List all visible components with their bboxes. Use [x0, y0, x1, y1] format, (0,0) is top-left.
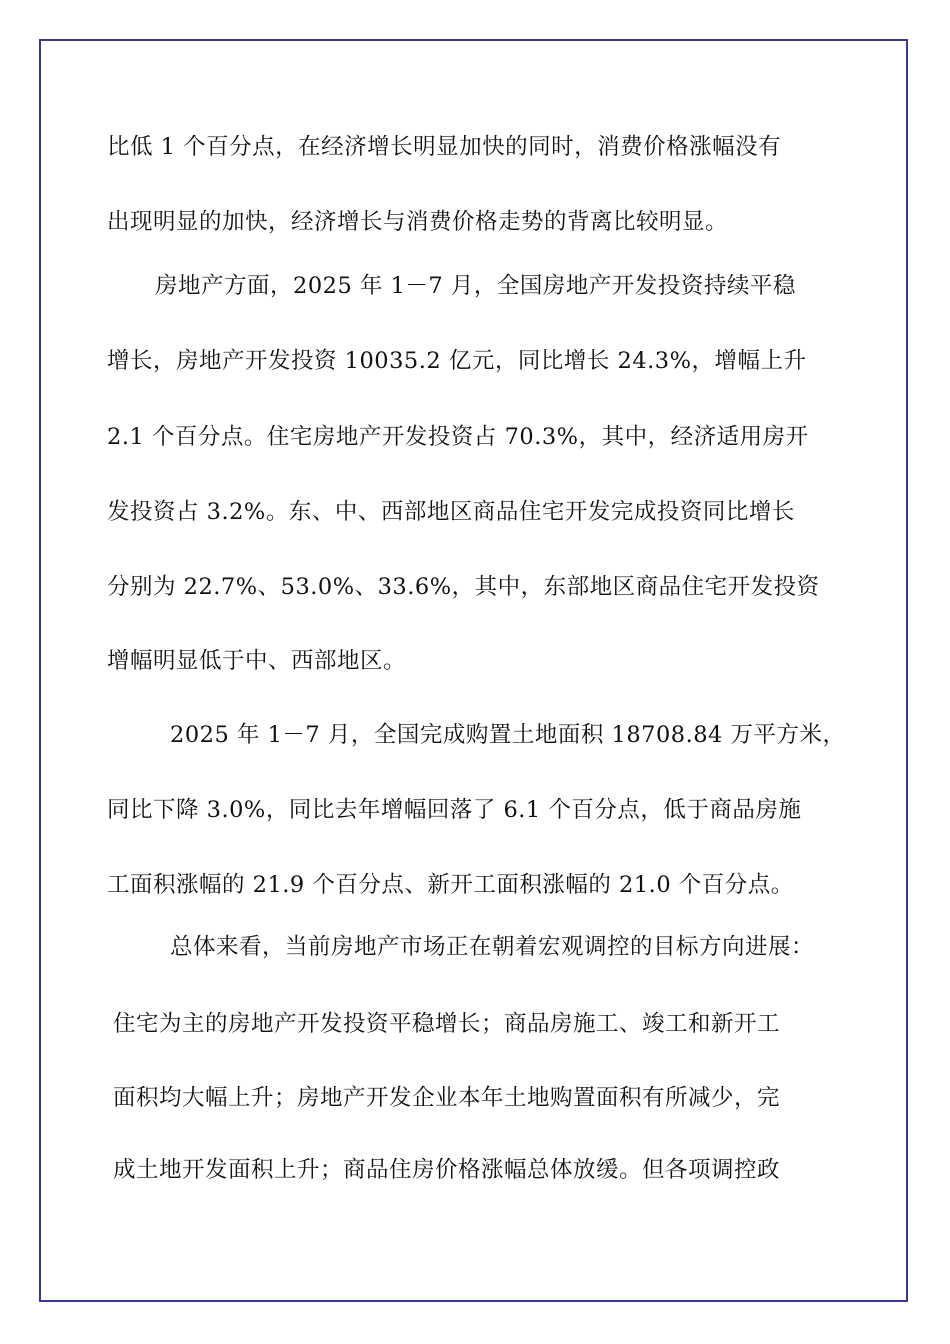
text-line-12: 总体来看，当前房地产市场正在朝着宏观调控的目标方向进展：	[170, 934, 815, 960]
text-line-1: 比低 1 个百分点，在经济增长明显加快的同时，消费价格涨幅没有	[107, 134, 782, 160]
text-line-9: 2025 年 1－7 月，全国完成购置土地面积 18708.84 万平方米，	[170, 722, 846, 748]
text-line-15: 成土地开发面积上升；商品住房价格涨幅总体放缓。但各项调控政	[113, 1157, 781, 1183]
text-line-5: 2.1 个百分点。住宅房地产开发投资占 70.3%，其中，经济适用房开	[107, 424, 809, 450]
text-line-2: 出现明显的加快，经济增长与消费价格走势的背离比较明显。	[107, 209, 729, 235]
text-line-14: 面积均大幅上升；房地产开发企业本年土地购置面积有所减少，完	[113, 1085, 781, 1111]
text-line-13: 住宅为主的房地产开发投资平稳增长；商品房施工、竣工和新开工	[113, 1011, 781, 1037]
text-line-10: 同比下降 3.0%，同比去年增幅回落了 6.1 个百分点，低于商品房施	[107, 797, 802, 823]
text-line-3: 房地产方面，2025 年 1－7 月，全国房地产开发投资持续平稳	[155, 273, 796, 299]
text-line-11: 工面积涨幅的 21.9 个百分点、新开工面积涨幅的 21.0 个百分点。	[107, 872, 794, 898]
text-line-6: 发投资占 3.2%。东、中、西部地区商品住宅开发完成投资同比增长	[107, 499, 795, 525]
text-line-4: 增长，房地产开发投资 10035.2 亿元，同比增长 24.3%，增幅上升	[107, 348, 807, 374]
text-line-8: 增幅明显低于中、西部地区。	[107, 648, 407, 674]
text-line-7: 分别为 22.7%、53.0%、33.6%，其中，东部地区商品住宅开发投资	[107, 574, 820, 600]
